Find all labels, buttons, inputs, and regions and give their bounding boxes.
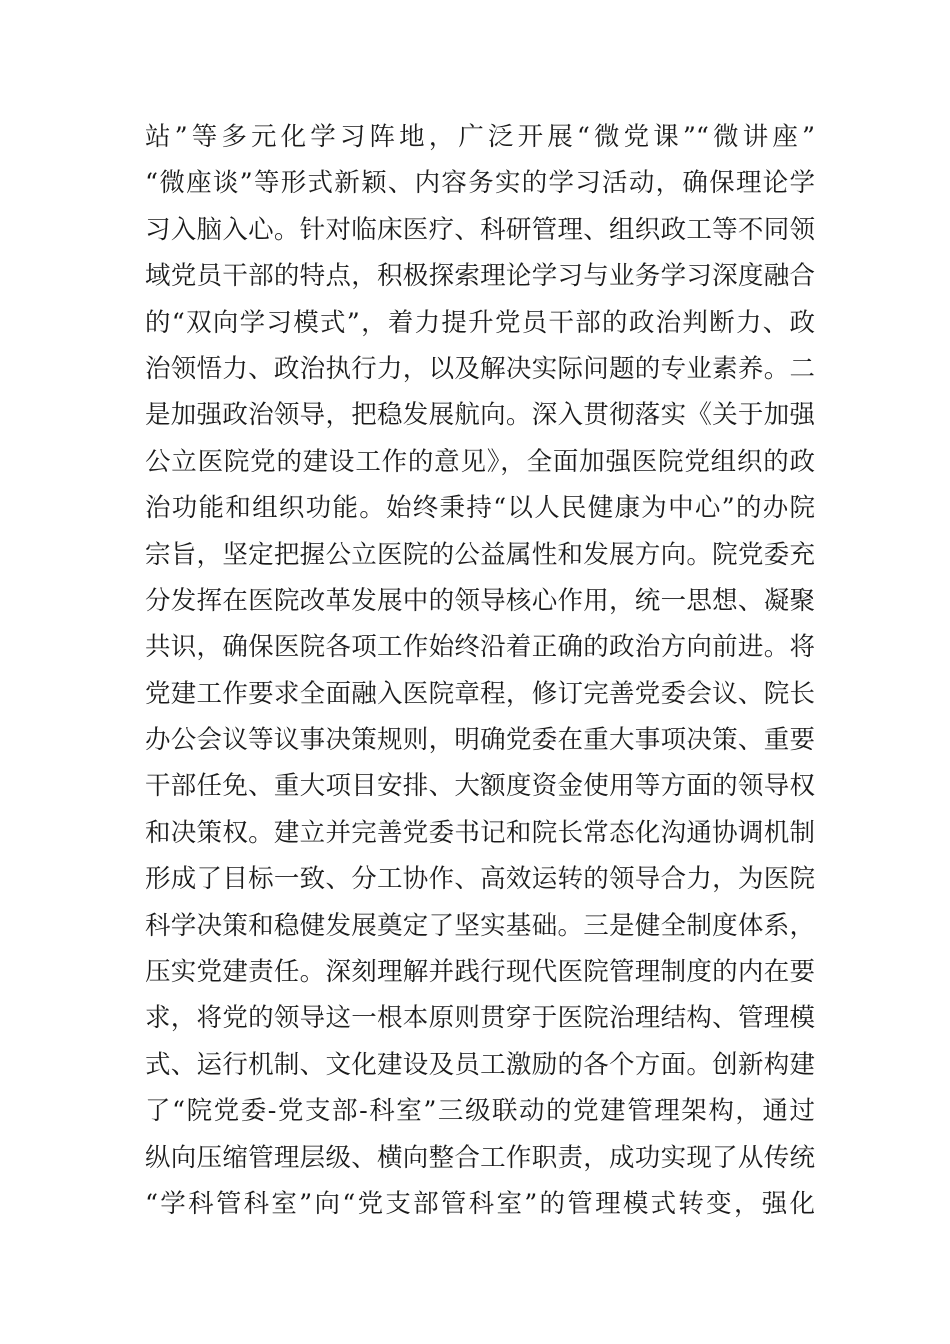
text-line: 分发挥在医院改革发展中的领导核心作用，统一思想、凝聚 (145, 585, 815, 616)
text-line: 治功能和组织功能。始终秉持“以人民健康为中心”的办院 (145, 493, 815, 524)
text-line: 形成了目标一致、分工协作、高效运转的领导合力，为医院 (145, 864, 815, 895)
text-line: 纵向压缩管理层级、横向整合工作职责，成功实现了从传统 (145, 1142, 815, 1173)
body-text (145, 114, 815, 1227)
text-line: “学科管科室”向“党支部管科室”的管理模式转变，强化 (145, 1188, 815, 1219)
text-line: 是加强政治领导，把稳发展航向。深入贯彻落实《关于加强 (145, 400, 815, 431)
text-line: 科学决策和稳健发展奠定了坚实基础。三是健全制度体系， (145, 910, 815, 941)
text-line: “微座谈”等形式新颖、内容务实的学习活动，确保理论学 (145, 168, 815, 199)
text-line: 宗旨，坚定把握公立医院的公益属性和发展方向。院党委充 (145, 539, 815, 570)
text-line: 求，将党的领导这一根本原则贯穿于医院治理结构、管理模 (145, 1003, 815, 1034)
text-line: 和决策权。建立并完善党委书记和院长常态化沟通协调机制 (145, 817, 815, 848)
text-line: 习入脑入心。针对临床医疗、科研管理、组织政工等不同领 (145, 214, 815, 245)
text-line: 干部任免、重大项目安排、大额度资金使用等方面的领导权 (145, 771, 815, 802)
text-line: 党建工作要求全面融入医院章程，修订完善党委会议、院长 (145, 678, 815, 709)
text-line: 公立医院党的建设工作的意见》，全面加强医院党组织的政 (145, 446, 815, 477)
text-line: 治领悟力、政治执行力，以及解决实际问题的专业素养。二 (145, 353, 815, 384)
text-line: 域党员干部的特点，积极探索理论学习与业务学习深度融合 (145, 261, 815, 292)
text-line: 共识，确保医院各项工作始终沿着正确的政治方向前进。将 (145, 632, 815, 663)
text-line: 站”等多元化学习阵地，广泛开展“微党课”“微讲座” (145, 122, 815, 152)
text-line: 了“院党委-党支部-科室”三级联动的党建管理架构，通过 (145, 1096, 815, 1127)
text-line: 办公会议等议事决策规则，明确党委在重大事项决策、重要 (145, 725, 815, 756)
text-line: 压实党建责任。深刻理解并践行现代医院管理制度的内在要 (145, 957, 815, 988)
text-line: 式、运行机制、文化建设及员工激励的各个方面。创新构建 (145, 1049, 815, 1080)
text-line: 的“双向学习模式”，着力提升党员干部的政治判断力、政 (145, 307, 815, 338)
